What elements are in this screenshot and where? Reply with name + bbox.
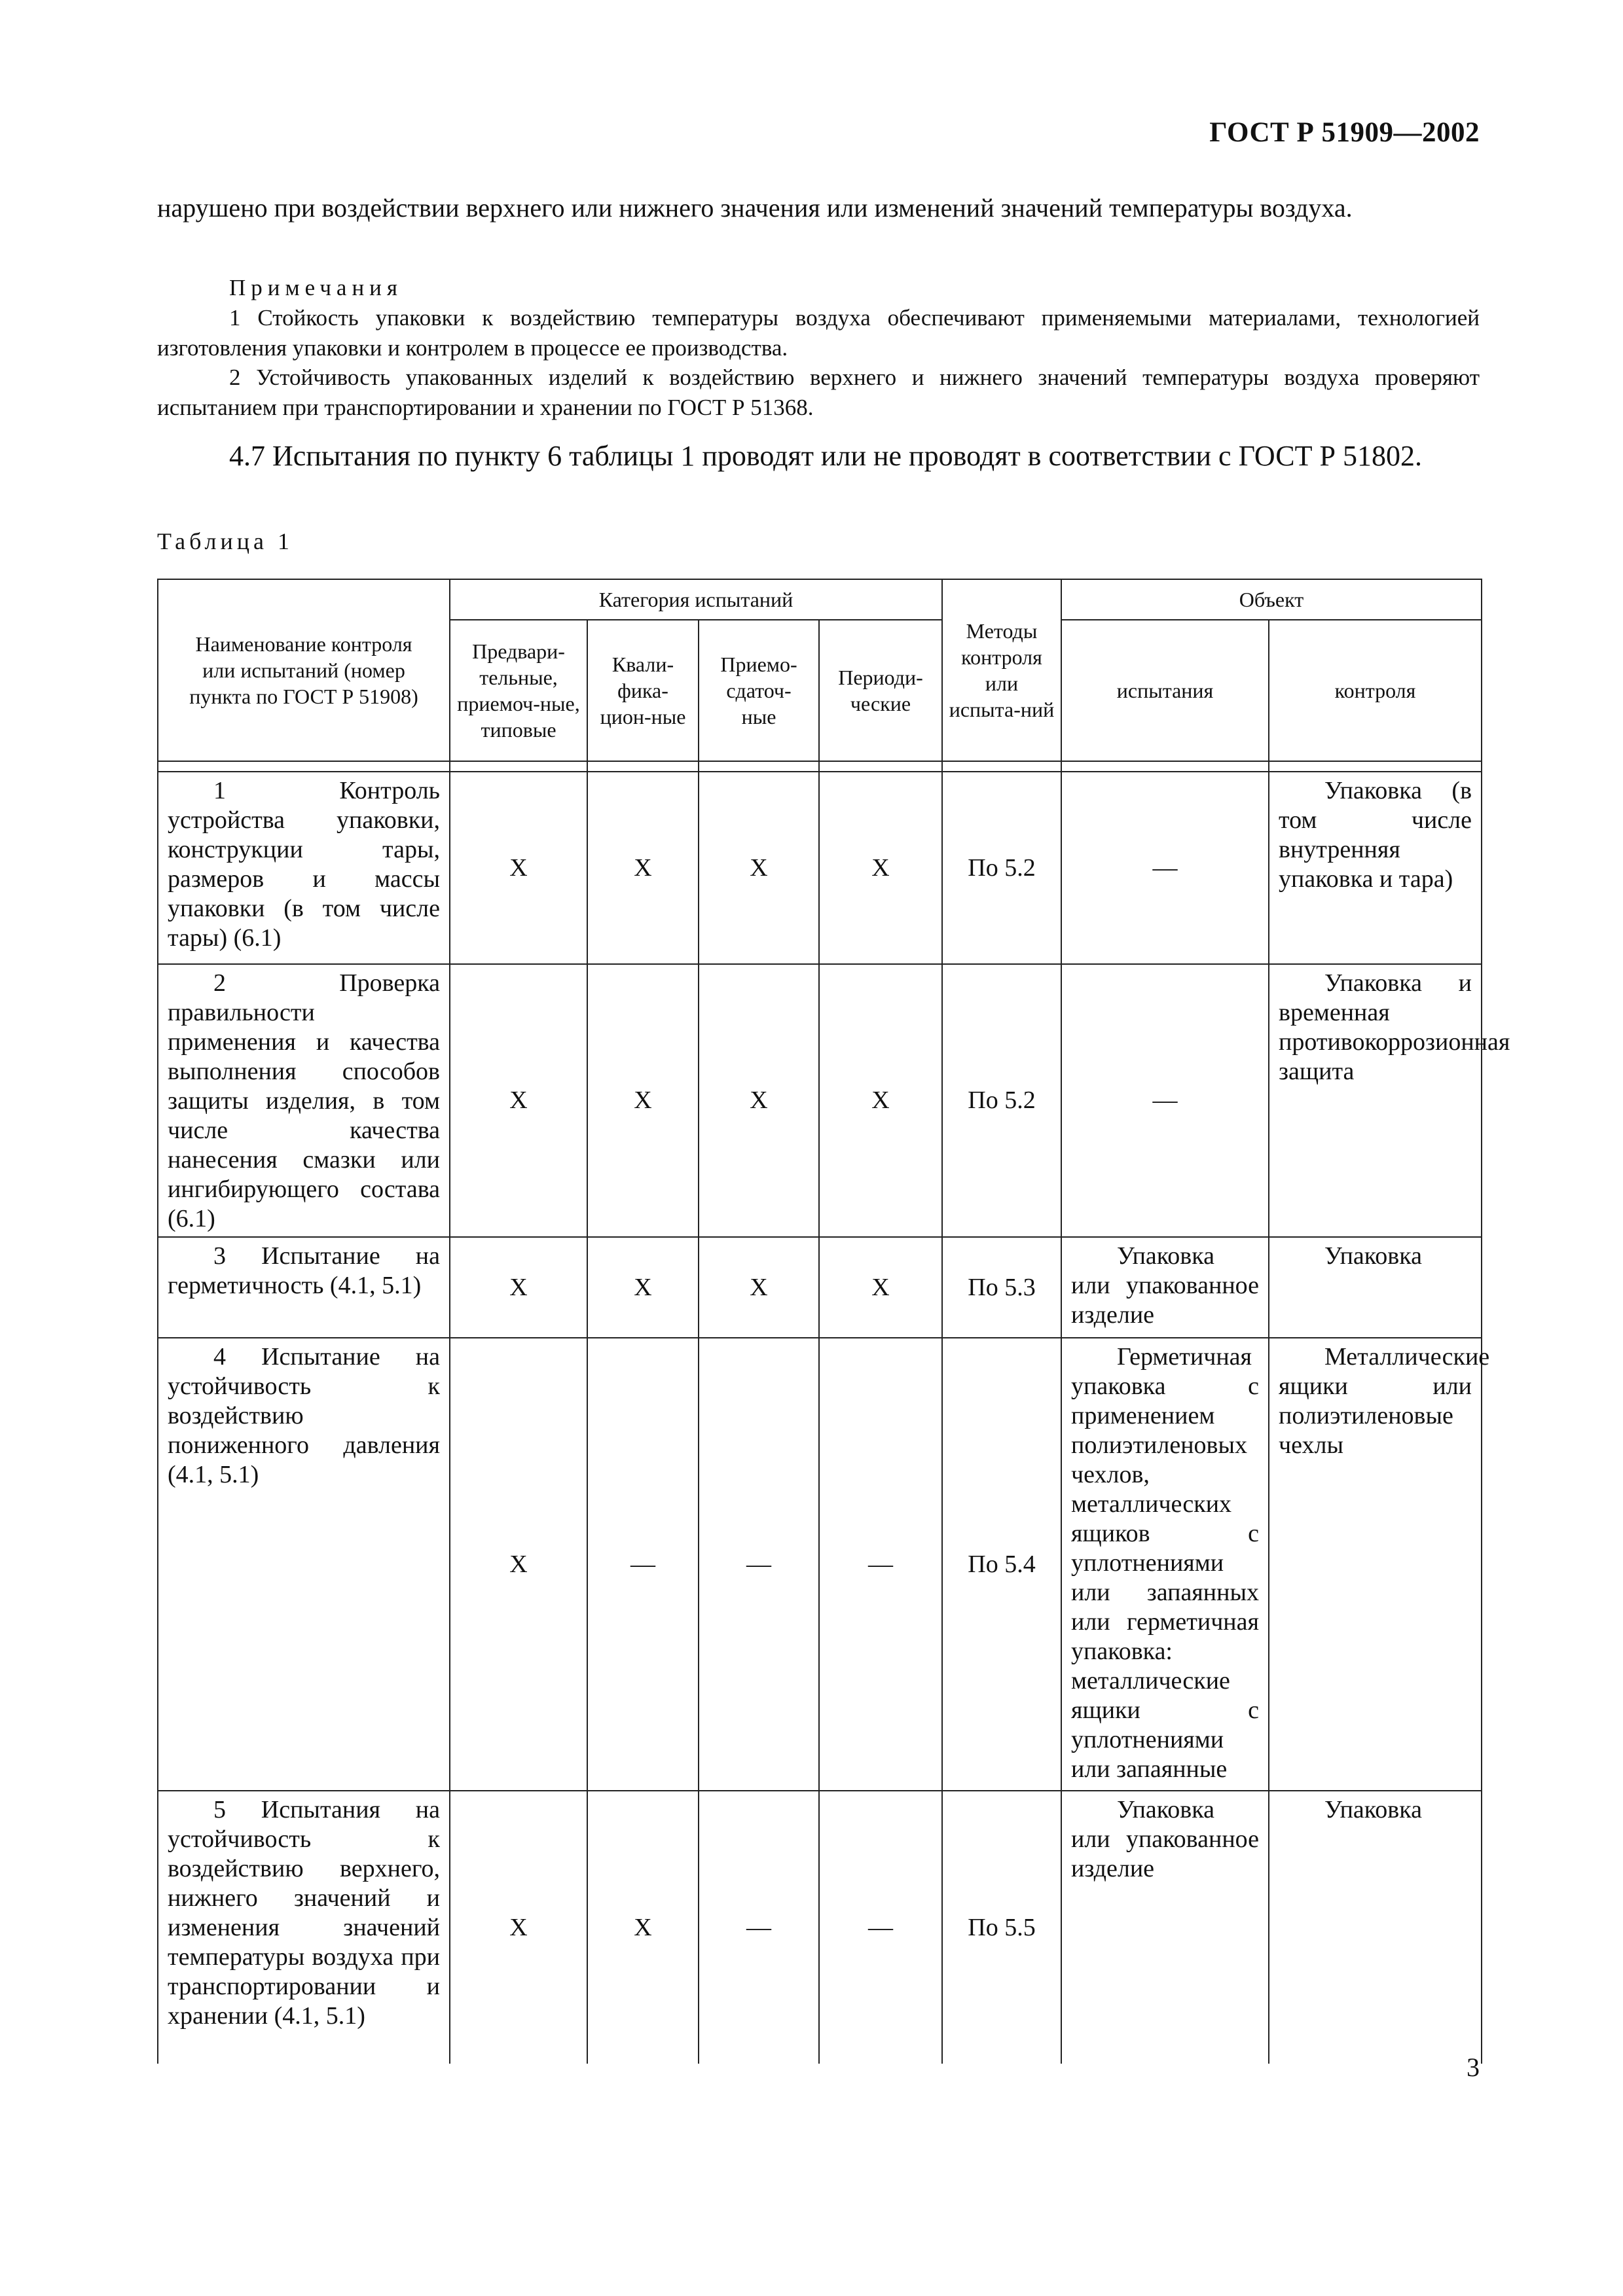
cell-qualification: X <box>587 772 699 964</box>
cell-obj-test: — <box>1061 964 1269 1237</box>
cell-acceptance: — <box>699 1338 819 1791</box>
table-row <box>158 772 1482 964</box>
cell-obj-test: Упаковка или упакованное изделие <box>1061 1237 1269 1338</box>
row-name: 3 Испытание на герметичность (4.1, 5.1) <box>158 1237 450 1338</box>
cell-method: По 5.2 <box>942 964 1061 1237</box>
page-number: 3 <box>1467 2053 1480 2082</box>
cell-preliminary: X <box>450 964 587 1237</box>
cell-preliminary: X <box>450 1791 587 2064</box>
table-caption: Таблица 1 <box>157 528 293 554</box>
cell-periodic: — <box>819 1338 942 1791</box>
cell-periodic: X <box>819 772 942 964</box>
cell-qualification: X <box>587 964 699 1237</box>
row-name: 4 Испытание на устойчивость к воздействию пониженного давления (4.1, 5.1) <box>158 1338 450 1791</box>
cell-periodic: X <box>819 964 942 1237</box>
header-cat-periodic: Периоди-ческие <box>819 620 942 761</box>
header-obj-control: контроля <box>1269 620 1482 761</box>
table-row <box>158 964 1482 1237</box>
cell-acceptance: X <box>699 964 819 1237</box>
header-cat-acceptance: Приемо-сдаточ-ные <box>699 620 819 761</box>
cell-obj-test: Упаковка или упакованное изделие <box>1061 1791 1269 2064</box>
header-cat-preliminary: Предвари-тельные, приемоч-ные, типовые <box>450 620 587 761</box>
cell-qualification: — <box>587 1338 699 1791</box>
header-methods: Методы контроля или испыта-ний <box>942 579 1061 761</box>
header-obj-test: испытания <box>1061 620 1269 761</box>
table-row <box>158 1791 1482 2064</box>
header-cat-qualification: Квали-фика-цион-ные <box>587 620 699 761</box>
row-name: 5 Испытания на устойчивость к воздействию верхнего, нижнего значений и изменения значений температуры воздуха при транспортировании и хранении (4.1, 5.1) <box>158 1791 450 2064</box>
cell-acceptance: X <box>699 772 819 964</box>
cell-method: По 5.2 <box>942 772 1061 964</box>
note-1: 1 Стойкость упаковки к воздействию температуры воздуха обеспечивают применяемыми материалами, технологией изготовления упаковки и контролем в процессе ее производства. <box>157 305 1480 361</box>
cell-obj-test: — <box>1061 772 1269 964</box>
cell-method: По 5.4 <box>942 1338 1061 1791</box>
cell-obj-test: Герметичная упаковка с применением полиэтиленовых чехлов, металлических ящиков с уплотнениями или запаянных или герметичная упаковка: металлические ящики с уплотнениями или запаянные <box>1061 1338 1269 1791</box>
header-category: Категория испытаний <box>450 579 942 620</box>
cell-obj-control: Упаковка (в том числе внутренняя упаковка и тара) <box>1269 772 1482 964</box>
cell-acceptance: — <box>699 1791 819 2064</box>
cell-method: По 5.3 <box>942 1237 1061 1338</box>
cell-qualification: X <box>587 1237 699 1338</box>
header-object: Объект <box>1061 579 1482 620</box>
cell-qualification: X <box>587 1791 699 2064</box>
note-2: 2 Устойчивость упакованных изделий к воздействию верхнего и нижнего значений температуры воздуха проверяют испытанием при транспортировании и хранении по ГОСТ Р 51368. <box>157 365 1480 420</box>
row-name: 1 Контроль устройства упаковки, конструкции тары, размеров и массы упаковки (в том числе тары) (6.1) <box>158 772 450 964</box>
cell-acceptance: X <box>699 1237 819 1338</box>
table-row <box>158 1338 1482 1791</box>
paragraph-4-7: 4.7 Испытания по пункту 6 таблицы 1 проводят или не проводят в соответствии с ГОСТ Р 51802. <box>229 440 1422 472</box>
cell-obj-control: Упаковка <box>1269 1791 1482 2064</box>
cell-preliminary: X <box>450 772 587 964</box>
cell-periodic: — <box>819 1791 942 2064</box>
document-code-header: ГОСТ Р 51909—2002 <box>1209 117 1480 148</box>
cell-obj-control: Упаковка и временная противокоррозионная защита <box>1269 964 1482 1237</box>
header-name: Наименование контроля или испытаний (номер пункта по ГОСТ Р 51908) <box>158 579 450 761</box>
row-name: 2 Проверка правильности применения и качества выполнения способов защиты изделия, в том числе качества нанесения смазки или ингибирующего состава (6.1) <box>158 964 450 1237</box>
cell-preliminary: X <box>450 1237 587 1338</box>
table-row <box>158 1237 1482 1338</box>
cell-preliminary: X <box>450 1338 587 1791</box>
cell-obj-control: Металлические ящики или полиэтиленовые чехлы <box>1269 1338 1482 1791</box>
cell-obj-control: Упаковка <box>1269 1237 1482 1338</box>
tests-table <box>157 579 1510 2064</box>
continued-paragraph: нарушено при воздействии верхнего или нижнего значения или изменений значений температуры воздуха. <box>157 193 1353 223</box>
notes-title: Примечания <box>229 275 403 300</box>
cell-periodic: X <box>819 1237 942 1338</box>
cell-method: По 5.5 <box>942 1791 1061 2064</box>
